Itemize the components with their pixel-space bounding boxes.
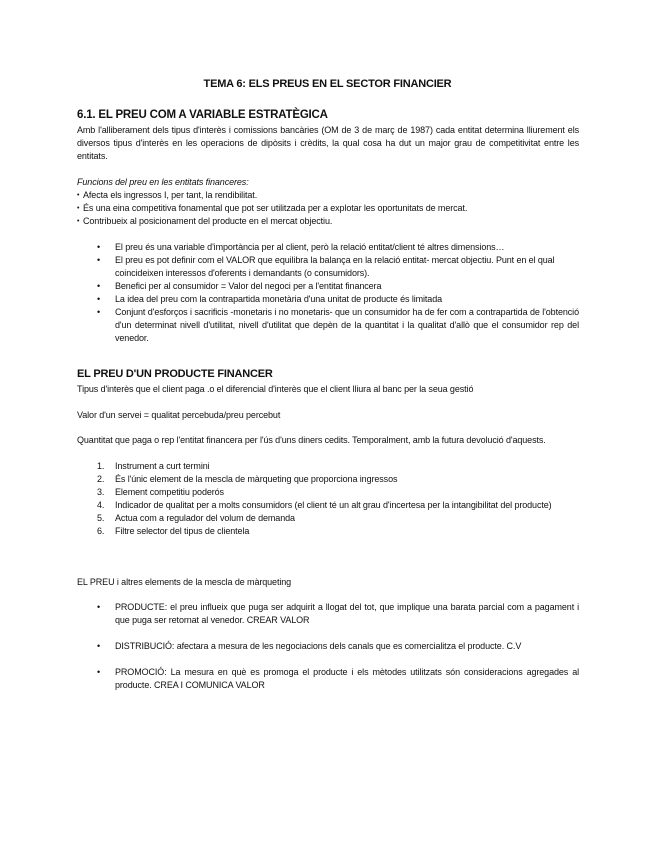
marketing-mix-heading: EL PREU i altres elements de la mescla de màrqueting xyxy=(77,577,292,587)
value-formula: Valor d'un servei = qualitat percebuda/preu percebut xyxy=(77,410,281,420)
price-bullets xyxy=(77,241,579,345)
section-heading-financial-product: EL PREU D'UN PRODUCTE FINANCER xyxy=(77,368,273,380)
section-heading-price-variable: 6.1. EL PREU COM A VARIABLE ESTRATÈGICA xyxy=(77,109,328,121)
list-item: • El preu és una variable d'importància per al client, però la relació entitat/client té altres dimensions… xyxy=(77,241,579,254)
list-item: • PROMOCIÓ: La mesura en què es promoga el producte i els mètodes utilitzats són consideracions agregades al producte. CREA I COMUNICA VALOR xyxy=(77,666,579,692)
marketing-mix-list xyxy=(77,666,579,692)
intro-paragraph: Amb l'alliberament dels tipus d'interès i comissions bancàries (OM de 3 de març de 1987) cada entitat determina lliurement els diversos tipus d'interès en les operacions de dipòsits i crèdits, la qual cosa ha dut un major grau de competitivitat entre les entitats. xyxy=(77,125,579,161)
list-item: • Contribueix al posicionament del producte en el mercat objectiu. xyxy=(77,215,579,228)
marketing-mix-list xyxy=(77,640,579,653)
list-item: 1. Instrument a curt termini xyxy=(97,461,210,471)
functions-list xyxy=(77,189,579,228)
financial-product-paragraph: Quantitat que paga o rep l'entitat financera per l'ús d'uns diners cedits. Temporalment, amb la futura devolució d'aquests. xyxy=(77,435,546,445)
price-characteristics-list xyxy=(77,460,579,538)
list-item: 4. Indicador de qualitat per a molts consumidors (el client té un alt grau d'incertesa per la intangibilitat del producte) xyxy=(97,500,552,510)
list-item: • Conjunt d'esforços i sacrificis -monetaris i no monetaris- que un consumidor ha de fer com a contrapartida de l'obtenció d'un determinat nivell d'utilitat, nivell d'utilitat que depèn de la quantitat i la qualitat d'allò que el consumidor rep del venedor. xyxy=(77,306,579,345)
list-item: • Afecta els ingressos I, per tant, la rendibilitat. xyxy=(77,189,579,202)
list-item: • PRODUCTE: el preu influeix que puga ser adquirit a llogat del tot, que implique una barata parcial com a pagament i que puga ser retornat al venedor. CREAR VALOR xyxy=(77,601,579,627)
financial-product-subtitle: Tipus d'interès que el client paga .o el diferencial d'interès que el client lliura al banc per la seua gestió xyxy=(77,384,474,394)
list-item: • La idea del preu com la contrapartida monetària d'una unitat de producte és limitada xyxy=(77,293,579,306)
page-title: TEMA 6: ELS PREUS EN EL SECTOR FINANCIER xyxy=(203,78,452,90)
list-item: • És una eina competitiva fonamental que pot ser utilitzada per a explotar les oportunitats de mercat. xyxy=(77,202,579,215)
list-item: 2. És l'únic element de la mescla de màrqueting que proporciona ingressos xyxy=(97,474,398,484)
marketing-mix-list xyxy=(77,601,579,627)
functions-label: Funcions del preu en les entitats financeres: xyxy=(77,177,249,187)
list-item: • DISTRIBUCIÓ: afectara a mesura de les negociacions dels canals que es comercialitza el producte. C.V xyxy=(77,640,579,653)
list-item: • El preu es pot definir com el VALOR que equilibra la balança en la relació entitat- mercat objectiu. Punt en el qual coincideixen interessos d'oferents i demandants (o consumidors). xyxy=(77,254,579,280)
list-item: 3. Element competitiu poderós xyxy=(97,487,224,497)
list-item: 5. Actua com a regulador del volum de demanda xyxy=(97,513,295,523)
list-item: • Benefici per al consumidor = Valor del negoci per a l'entitat financera xyxy=(77,280,579,293)
list-item: 6. Filtre selector del tipus de clientela xyxy=(97,526,250,536)
